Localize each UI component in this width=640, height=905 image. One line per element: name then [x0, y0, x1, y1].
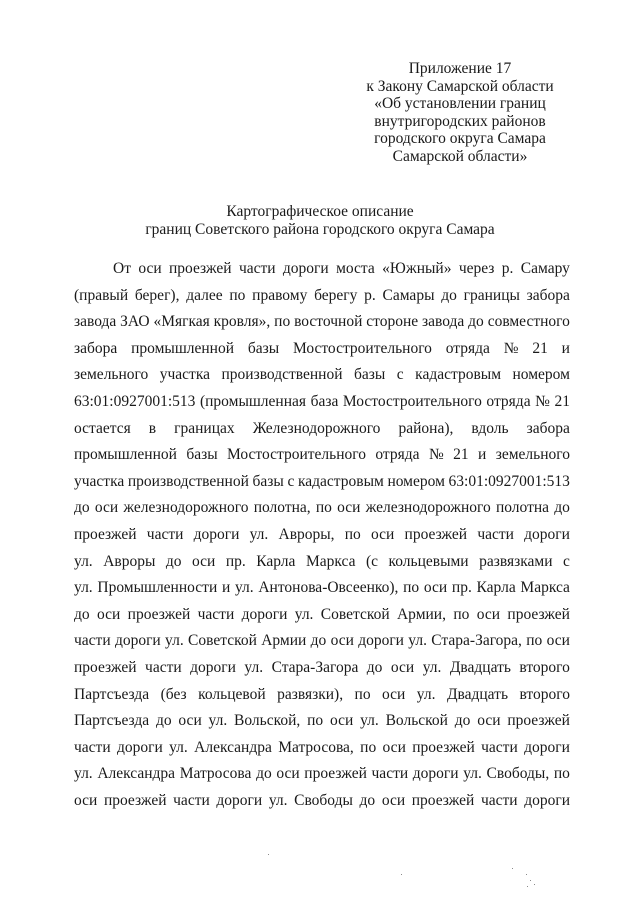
body-word: Вольской,	[234, 712, 301, 730]
body-word: №	[535, 392, 550, 410]
body-word: отряда	[375, 446, 420, 464]
body-word: в	[148, 419, 157, 437]
body-word: оси	[192, 552, 216, 570]
body-word: правому	[252, 286, 308, 304]
body-word: Партсъезда	[74, 685, 150, 703]
body-word: От	[113, 260, 131, 277]
body-word: части	[477, 525, 514, 543]
body-word: кадастровым	[297, 472, 384, 490]
body-word: ул.	[408, 632, 427, 650]
body-word: кольцевыми	[388, 552, 469, 570]
scan-speck	[512, 868, 513, 869]
body-word: дороги	[241, 605, 288, 623]
body-word: ул.	[169, 738, 188, 756]
body-word: ул.	[208, 712, 228, 730]
body-word: Маркса	[305, 552, 356, 570]
body-word: Александра	[194, 738, 272, 756]
body-word: оси	[390, 658, 415, 676]
body-word: железнодорожного	[365, 499, 491, 517]
body-word: кадастровым	[415, 366, 501, 384]
body-word: проезжей	[127, 605, 191, 623]
body-word: «Южный»	[382, 260, 452, 277]
body-word: стороне	[366, 313, 419, 331]
body-word: Матросова	[179, 765, 252, 783]
body-word: ул.	[360, 712, 379, 730]
body-word: Стара-Загора,	[431, 632, 522, 650]
body-word: Авроры	[103, 552, 156, 570]
body-word: проезжей	[169, 260, 232, 277]
body-word: ул.	[463, 765, 482, 783]
body-word: участка	[74, 472, 125, 490]
body-line	[74, 283, 570, 310]
body-word: оси	[329, 712, 354, 730]
body-word: ул.	[244, 658, 264, 676]
body-line	[74, 522, 570, 549]
body-word: по	[315, 499, 332, 517]
body-word: Авроры,	[278, 525, 335, 543]
body-word: по	[553, 765, 570, 783]
body-word: дороги	[412, 765, 459, 783]
body-word: второго	[519, 658, 570, 676]
body-word: проезжей	[412, 738, 475, 756]
body-line	[74, 389, 570, 416]
body-word: отряда	[445, 339, 490, 357]
appendix-heading	[340, 60, 580, 166]
body-word: оси	[546, 632, 570, 650]
body-word: номером	[512, 366, 570, 384]
body-word: с	[287, 472, 295, 490]
body-word: вдоль	[471, 419, 509, 437]
body-word: ул.	[165, 632, 184, 650]
body-word: с	[563, 552, 570, 570]
body-word: до	[310, 632, 327, 650]
body-word: развязками	[479, 552, 553, 570]
body-word: Александра	[97, 765, 176, 783]
body-word: до	[155, 712, 172, 730]
body-line	[74, 761, 570, 788]
body-word: ул.	[74, 765, 93, 783]
body-word: ул.	[416, 685, 436, 703]
body-word: дороги	[116, 738, 163, 756]
body-word: Самару	[520, 260, 570, 277]
body-word: дороги	[524, 525, 570, 543]
body-word: производственной	[127, 472, 249, 490]
body-word: полотна	[495, 499, 550, 517]
body-word: до	[74, 605, 90, 623]
body-line	[74, 549, 570, 576]
body-word: берег),	[134, 286, 180, 304]
body-word: дороги	[524, 738, 570, 756]
body-word: части	[197, 605, 235, 623]
body-word: пр.	[451, 579, 472, 597]
scan-speck	[530, 880, 531, 881]
body-word: (правый	[74, 286, 129, 304]
body-word: дороги	[524, 791, 570, 809]
body-word: части	[481, 738, 518, 756]
body-word: по	[403, 579, 420, 597]
body-word: «Мягкая	[153, 313, 210, 331]
appendix-heading-line: Приложение 17	[408, 60, 512, 77]
scan-speck	[401, 874, 402, 875]
body-word: завода	[422, 313, 465, 331]
body-word: и	[221, 579, 231, 597]
body-word: границы	[463, 286, 520, 304]
body-word: до	[554, 499, 570, 517]
body-word: оси	[74, 791, 98, 809]
body-word: Стара-Загора	[271, 658, 359, 676]
body-word: до	[441, 286, 457, 304]
body-word: берегу	[314, 286, 358, 304]
body-word: (промышленная	[199, 392, 307, 410]
body-word: проезжей	[304, 765, 367, 783]
body-word: р.	[364, 286, 376, 304]
body-line	[74, 602, 570, 629]
body-line	[74, 416, 570, 443]
scan-speck	[534, 884, 535, 885]
body-word: оси	[138, 260, 162, 277]
body-word: оси	[97, 605, 121, 623]
body-line	[74, 309, 570, 336]
body-word: отряда	[486, 392, 531, 410]
body-word: части	[173, 791, 210, 809]
body-word: дороги	[282, 260, 329, 277]
body-word: дороги	[358, 632, 404, 650]
body-word: дороги	[193, 525, 240, 543]
body-word: участка	[159, 366, 211, 384]
body-word: 21	[532, 339, 548, 357]
body-word: совместного	[487, 313, 570, 331]
body-paragraph	[74, 256, 570, 814]
body-word: оси	[337, 499, 361, 517]
body-word: части	[145, 658, 182, 676]
body-word: железнодорожного	[123, 499, 249, 517]
body-word: через	[458, 260, 495, 277]
body-line	[74, 682, 570, 709]
body-word: 63:01:0927001:513	[448, 472, 570, 490]
body-word: Самары	[382, 286, 435, 304]
body-line	[74, 708, 570, 735]
body-word: второго	[519, 685, 570, 703]
body-word: проезжей	[411, 791, 475, 809]
body-word: №	[503, 339, 519, 357]
body-word: промышленной	[74, 446, 177, 464]
body-word: с	[396, 366, 404, 384]
body-word: по	[354, 685, 371, 703]
body-word: части	[146, 525, 184, 543]
body-word: оси	[382, 685, 406, 703]
body-word: до	[74, 499, 90, 517]
body-word: дороги	[114, 632, 161, 650]
body-word: номером	[387, 472, 445, 490]
appendix-heading-line: к Закону Самарской области	[366, 77, 554, 95]
body-word: части	[74, 632, 111, 650]
appendix-heading-line: «Об установлении границ	[374, 95, 546, 113]
body-word: земельного	[74, 366, 149, 384]
body-word: забора	[526, 286, 570, 304]
body-word: база	[310, 392, 339, 410]
body-word: Советской	[188, 632, 257, 650]
body-word: Мостостроительного	[227, 446, 366, 464]
body-line	[74, 735, 570, 762]
body-word: по	[453, 605, 470, 623]
body-word: Советской	[320, 605, 390, 623]
body-word: по	[307, 712, 324, 730]
body-line	[74, 362, 570, 389]
body-word: ул.	[294, 605, 314, 623]
body-word: Свободы,	[486, 765, 550, 783]
body-word: (без	[160, 685, 187, 703]
body-word: оси	[178, 712, 202, 730]
body-word: Матросова,	[278, 738, 354, 756]
document-title-line: границ Советского района городского округа Самара	[145, 221, 495, 238]
body-word: части	[74, 738, 111, 756]
body-line	[74, 495, 570, 522]
body-word: части	[238, 260, 276, 277]
appendix-heading-line: городского округа Самара	[374, 130, 546, 148]
body-word: ул.	[249, 525, 269, 543]
body-word: ул.	[422, 658, 442, 676]
body-word: до	[256, 765, 272, 783]
body-word: части	[480, 791, 518, 809]
body-word: проезжей	[507, 605, 570, 623]
body-word: оси	[330, 632, 354, 650]
body-word: №	[428, 446, 444, 464]
body-word: Вольской	[385, 712, 448, 730]
body-word: оси	[94, 499, 119, 517]
body-word: ул.	[74, 552, 93, 570]
body-word: дороги	[190, 658, 236, 676]
body-word: района),	[398, 419, 454, 437]
body-word: (с	[365, 552, 378, 570]
body-word: оси	[371, 525, 395, 543]
body-word: 21	[453, 446, 469, 464]
scan-speck	[268, 854, 269, 855]
body-word: ул.	[234, 579, 254, 597]
body-word: и	[478, 446, 487, 464]
body-line	[74, 788, 570, 815]
body-word: по	[274, 313, 291, 331]
body-word: моста	[336, 260, 375, 277]
body-line	[74, 575, 570, 602]
body-line	[74, 256, 570, 283]
body-word: далее	[186, 286, 223, 304]
body-word: ЗАО	[120, 313, 150, 331]
body-word: Армии	[261, 632, 307, 650]
body-word: проезжей	[404, 525, 468, 543]
body-word: по	[344, 525, 361, 543]
body-word: части	[371, 765, 409, 783]
body-word: оси	[382, 738, 406, 756]
body-word: базы	[354, 366, 386, 384]
body-word: оси	[477, 712, 501, 730]
body-word: Армии,	[396, 605, 446, 623]
body-word: ул.	[74, 579, 93, 597]
body-word: базы	[247, 339, 280, 357]
body-word: проезжей	[103, 791, 167, 809]
body-word: Антонова-Овсеенко),	[258, 579, 399, 597]
body-word: Партсъезда	[74, 712, 150, 730]
body-word: базы	[186, 446, 218, 464]
body-word: оси	[276, 765, 300, 783]
body-word: оси	[423, 579, 448, 597]
body-word: 21	[554, 392, 570, 410]
body-line	[74, 628, 570, 655]
body-word: Карла	[256, 552, 296, 570]
body-word: оси	[476, 605, 501, 623]
body-line	[74, 442, 570, 469]
body-word: Мостостроительного	[342, 392, 482, 410]
body-line	[74, 655, 570, 682]
body-word: Железнодорожного	[252, 419, 381, 437]
body-word: ул.	[268, 791, 288, 809]
scan-speck	[526, 874, 527, 875]
body-word: базы	[252, 472, 284, 490]
body-word: забора	[526, 419, 570, 437]
body-word: 63:01:0927001:513	[74, 392, 196, 410]
scan-speck	[527, 886, 528, 887]
body-word: до	[454, 712, 471, 730]
body-word: промышленной	[131, 339, 235, 357]
body-word: р.	[501, 260, 514, 277]
appendix-heading-line: внутригородских районов	[374, 112, 546, 130]
body-word: Двадцать	[446, 685, 509, 703]
body-word: проезжей	[74, 658, 137, 676]
body-word: Мостостроительного	[292, 339, 432, 357]
document-title-line: Картографическое описание	[226, 203, 414, 220]
body-word: по	[229, 286, 246, 304]
body-word: и	[561, 339, 570, 357]
body-line	[74, 336, 570, 363]
body-word: восточной	[294, 313, 363, 331]
body-word: до	[468, 313, 484, 331]
body-word: по	[526, 632, 543, 650]
body-word: пр.	[225, 552, 246, 570]
body-line	[74, 469, 570, 496]
body-word: границах	[174, 419, 235, 437]
body-word: полотна,	[253, 499, 311, 517]
body-word: проезжей	[507, 712, 570, 730]
body-word: проезжей	[74, 525, 137, 543]
appendix-heading-line: Самарской области»	[392, 147, 528, 165]
body-word: кольцевой	[198, 685, 266, 703]
body-word: до	[366, 658, 383, 676]
document-title	[0, 203, 640, 239]
body-word: до	[359, 791, 376, 809]
body-word: остается	[74, 419, 131, 437]
body-word: Свободы	[294, 791, 353, 809]
body-word: оси	[381, 791, 406, 809]
body-word: кровля»,	[213, 313, 271, 331]
body-word: Промышленности	[97, 579, 218, 597]
body-word: по	[360, 738, 377, 756]
body-word: развязки),	[277, 685, 344, 703]
body-word: дороги	[216, 791, 263, 809]
body-word: производственной	[221, 366, 343, 384]
body-word: Карла	[476, 579, 516, 597]
body-word: земельного	[495, 446, 570, 464]
body-word: до	[165, 552, 182, 570]
body-word: Двадцать	[449, 658, 511, 676]
body-word: завода	[74, 313, 117, 331]
body-word: забора	[74, 339, 118, 357]
body-word: Маркса	[520, 579, 570, 597]
